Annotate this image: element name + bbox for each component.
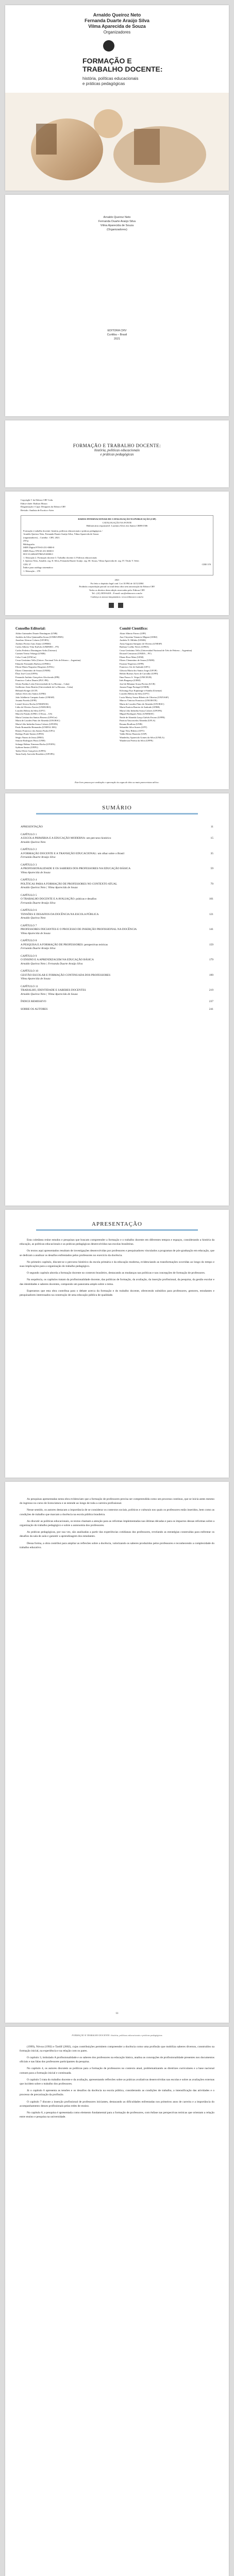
toc-entry[interactable]	[21, 943, 213, 947]
toc-spacer	[5, 951, 229, 955]
council-member: Cesar Gerónimo Tello (Univer .Nacional Três de Febrero – Argentina)	[15, 659, 81, 662]
toc-entry[interactable]	[21, 977, 213, 981]
council-member: Eduardo Fernandes Barbosa (UFMG)	[15, 662, 51, 665]
toc-entry[interactable]	[21, 962, 213, 967]
committee-member: Lourdes Helena da Silva (UFV)	[120, 692, 149, 695]
toc-spacer	[5, 996, 229, 1000]
toc-entry-page	[205, 833, 213, 837]
committee-member: Maria Lília Imbiriba Sousa Colares (UFOPA)	[120, 709, 162, 712]
toc-spacer	[5, 822, 229, 825]
committee-member: Anna Augusta Sampaio de Oliveira (UNESP)	[120, 642, 162, 645]
cover-author-2: Fernanda Duarte Araújo Silva	[85, 18, 149, 23]
paragraph: O segundo capítulo aborda a formação docente no contexto brasileiro, destacando as mudanças nas políticas e nas concepções de formação de professores.	[27, 1272, 206, 1275]
toc-entry-page: 241	[209, 1007, 213, 1011]
toc-rule	[36, 813, 198, 815]
toc-entry-title: CAPÍTULO 1	[21, 833, 37, 836]
toc-spacer	[5, 981, 229, 985]
toc-entry-page	[205, 970, 213, 974]
paragraph: No capítulo 4, os autores discutem as políticas para a formação de professores no contexto atual, problematizando as diretrizes curriculares e a base nacional comum para a formação inicial e continuada.	[20, 2067, 214, 2075]
toc-spacer	[5, 829, 229, 833]
council-member: Andréia da Silva Quintanilha Sousa (UNIR/UFRN)	[15, 635, 63, 638]
cip-subheading: CATALOGAÇÃO NA FONTE	[102, 521, 132, 524]
cover-illustration	[5, 93, 229, 191]
toc-entry-page	[205, 902, 213, 906]
toc-entry-page: 35	[210, 852, 213, 855]
body-page-b	[5, 2027, 229, 2576]
committee-member: Míguel Rodrigues Netto (UNEMAT)	[120, 713, 154, 715]
presentation-body	[5, 1238, 229, 1297]
cip-cdd: CDD 370	[202, 563, 211, 566]
half-title-publisher: EDITORA CRV	[107, 329, 127, 332]
council-member: Josania Portela (UFPI)	[15, 699, 37, 702]
toc-entry-title: CAPÍTULO 5	[21, 893, 37, 897]
toc-entry-page: 179	[209, 958, 213, 961]
toc-entry[interactable]	[21, 825, 213, 829]
copyright-page	[5, 492, 229, 615]
copyright-text	[5, 492, 229, 610]
half-title-role: (Organizadores)	[107, 228, 127, 231]
cip-librarian: Bibliotecária responsável: Luzenira Alves dos Santos CRB9/1506	[86, 524, 148, 527]
committee-member: Lucia Marisy Souza Ribeiro de Oliveira (UNIVASF)	[120, 696, 169, 699]
toc-entry-title: POLÍTICAS PARA A FORMAÇÃO DE PROFESSORES NO CONTEXTO ATUAL	[21, 882, 118, 886]
presentation-rule	[36, 1229, 198, 1231]
committee-member: Kilwangy Kya Kapitango-a-Samba (Unemat)	[120, 689, 162, 692]
toc-entry-page	[205, 962, 213, 967]
toc-entry-page: 141	[209, 928, 213, 931]
toc-entry-title: Arnaldo Queiroz Neto	[21, 917, 46, 920]
cover-author-3: Vilma Aparecida de Souza	[88, 24, 146, 29]
cip-box	[21, 515, 213, 575]
toc-spacer	[5, 921, 229, 924]
toc-entry-title: ÍNDICE REMISSIVO	[21, 1000, 46, 1003]
council-member: Carmen Tereza Velanga (UNIR)	[15, 652, 45, 655]
page-number: 11	[115, 2012, 119, 2015]
council-member: Sérgio Nunes de Jesus (IFRO)	[15, 736, 44, 739]
cover-subtitle-line1: história, políticas educacionais	[82, 76, 139, 81]
running-header: FORMAÇÃO E TRABALHO DOCENTE: história, políticas educacionais e práticas pedagógicas	[72, 2034, 162, 2037]
cip-line: Arnaldo Queiroz Neto, Fernanda Duarte Araújo Silva, Vilma Aparecida de Souza	[23, 533, 99, 535]
committee-member: Fauston Negreiros (UFPI)	[120, 662, 144, 665]
app-store-icon	[109, 603, 114, 608]
toc-entry[interactable]	[21, 837, 213, 841]
committee-member: Wanderson Pereira da Silva (UFPE)	[120, 739, 153, 742]
title-page-subtitle: história, políticas educacionais	[94, 448, 140, 452]
cover-page	[5, 5, 229, 191]
editorial-council	[15, 626, 114, 756]
paragraph: No capítulo 8, a pesquisa é apresentada como elemento fundamental para a formação de professores, com ênfase nas perspectivas teóricas que orientam a relação entre ensino e pesquisa na universidade.	[20, 2111, 214, 2119]
toc-entry-title: O TRABALHO DOCENTE E A AVALIAÇÃO: práticas e desafios	[21, 897, 97, 901]
committee-member: Sebastião Silva Soares (UFT)	[120, 726, 147, 728]
council-member: Jailson Alves dos Santos (UFRJ)	[15, 692, 46, 695]
copyright-line: Diagramação e Capa: Designers da Editora CRV	[21, 505, 66, 508]
paragraph: Dessa forma, a obra contribui para ampliar as reflexões sobre a docência, valorizando os saberes produzidos pelos professores e reconhecendo a complexidade do trabalho educativo.	[20, 1541, 214, 1549]
toc-spacer	[5, 844, 229, 848]
toc-entry-page	[205, 917, 213, 921]
paragraph: No primeiro capítulo, discute-se o percurso histórico da escola primária e da educação moderna, evidenciando as transformações ocorridas ao longo do tempo e suas implicações para a organização do trabalho pedagógico.	[20, 1260, 214, 1268]
paragraph: Esta coletânea reúne estudos e pesquisas que buscam compreender a formação e o trabalho docente em diferentes tempos e espaços, considerando a história da educação, as políticas educacionais e as práticas pedagógicas desenvolvidas nas escolas brasileiras.	[20, 1239, 214, 1246]
paragraph: As práticas pedagógicas, por sua vez, são analisadas a partir das experiências cotidianas dos professores, revelando as estratégias construídas para enfrentar os desafios da sala de aula e garantir a aprendizagem dos estudantes.	[20, 1531, 214, 1538]
cover-background	[5, 5, 229, 191]
toc-entry-title: A PROFISSIONALIDADE E OS SABERES DOS PROFESSORES NA EDUCAÇÃO BÁSICA	[21, 867, 131, 870]
cover-subtitle-line2: e práticas pedagógicas	[82, 81, 125, 86]
paragraph: Já o capítulo 6 apresenta as tensões e os desafios da docência na escola pública, considerando as condições de trabalho, a intensificação das atividades e o processo de precarização da profissão.	[20, 2089, 214, 2097]
toc-entry[interactable]	[21, 852, 213, 856]
council-member: Élsio José Corá (UFFS)	[15, 672, 38, 675]
copyright-line: Todos os direitos desta edição reservados pela: Editora CRV	[89, 588, 145, 591]
copyright-line: Proibida a reprodução parcial ou total desta obra sem autorização da Editora CRV	[79, 585, 155, 588]
committee-member: Ana Chrystina Venancio Mignot (UERJ)	[120, 635, 158, 638]
committee-member: Cesar Gerónimo Tello (Universidad Nacional de Três de Febrero – Argentina)	[120, 649, 192, 652]
committee-member: José de Ribamar Sousa Pereira (UCB)	[120, 682, 155, 685]
half-title-name-3: Vilma Aparecida de Souza	[100, 224, 134, 227]
toc-entry-title: Fernanda Duarte Araújo Silva	[21, 901, 56, 905]
cip-line: Formação e trabalho docente: história, políticas educacionais e práticas pedagógicas /	[23, 529, 103, 532]
toc-list	[5, 822, 229, 1011]
paragraph: Na sequência, os capítulos tratam da profissionalidade docente, das políticas de formação, da avaliação, da inserção profissional, da pesquisa, da gestão escolar e das identidades e saberes docentes, compondo um panorama amplo sobre o tema.	[20, 1278, 214, 1286]
council-member: Renato Francisco dos Santos Paula (UFG)	[15, 729, 55, 732]
council-member: Anselmo Alencar Colares (UFOPA)	[15, 639, 49, 641]
toc-spacer	[5, 936, 229, 939]
paragraph: (1999), Nóvoa (1992) e Tardif (2002), cujas contribuições permitem compreender a docência como uma profissão que mobiliza saberes diversos, construídos na formação inicial, na experiência e na relação com os pares.	[20, 2045, 214, 2053]
toc-entry-title: Arnaldo Queiroz Neto | Fernanda Duarte Araújo Silva	[21, 962, 83, 965]
editorial-council-title: Conselho Editorial:	[15, 626, 46, 631]
title-page	[5, 420, 229, 487]
paragraph: Nesse sentido, os autores destacam a importância de se considerar os contextos sociais, políticos e culturais nos quais os professores estão inseridos, bem como as condições de trabalho que marcam a docência na escola pública brasileira.	[20, 1509, 214, 1516]
council-member: Lourdes Helena da Silva (UFV)	[15, 709, 45, 712]
council-member: João Adalberto Campato Junior (UNESP)	[15, 696, 55, 699]
committee-member: Barbara Coelho Neves (UFBA)	[120, 646, 149, 648]
cip-isbn-fisico: ISBN Físico 978-65-251-0000-0	[23, 549, 54, 552]
council-member: Antônio Pereira Gaio Júnior (UFRRJ)	[15, 642, 51, 645]
toc-entry-title: PROFESSORES INICIANTES E O PROCESSO DE INSERÇÃO PROFISSIONAL NA DOCÊNCIA	[21, 928, 137, 931]
councils-page	[5, 619, 229, 789]
toc-entry-title: Vilma Aparecida de Souza	[21, 871, 51, 874]
toc-entry[interactable]	[21, 974, 213, 978]
toc-entry-title: SOBRE OS AUTORES	[21, 1007, 48, 1011]
toc-entry[interactable]	[21, 913, 213, 917]
cip-line: I. Queiroz Neto, Arnaldo. org. II. Silva, Fernanda Duarte Araújo. org. III. Souza, Vilma Aparecida de. org. IV. Título V. Série.	[23, 560, 140, 562]
scientific-committee-list	[120, 632, 219, 743]
toc-entry[interactable]	[21, 902, 213, 906]
toc-entry-page: 101	[209, 897, 213, 901]
paragraph: O capítulo 3, intitulado A profissionalidade e os saberes dos professores na educação básica, analisa as concepções de profissionalidade presentes nos documentos oficiais e nas falas dos professores participantes da pesquisa.	[20, 2056, 214, 2064]
toc-entry[interactable]	[21, 947, 213, 951]
editorial-council-list	[15, 632, 114, 756]
committee-member: Neide de Almeida Lança Galvão Favaro (UFPR)	[120, 716, 165, 719]
cip-heading: DADOS INTERNACIONAIS DE CATALOGAÇÃO NA PUBLICAÇÃO (CIP)	[78, 518, 156, 520]
committee-member: Maria de Lourdes Pinto de Almeida (UNOESC)	[120, 702, 164, 705]
committee-member: Gláucia Maria dos Santos Jorge (UFOP)	[120, 669, 157, 672]
cover-subtitle	[82, 76, 139, 87]
council-member: Tania Suely Azevedo Brasileiro (UFOPA)	[15, 753, 55, 755]
toc-entry[interactable]	[21, 958, 213, 962]
paragraph: O capítulo 7 discute a inserção profissional de professores iniciantes, destacando as dificuldades enfrentadas nos primeiros anos de carreira e a importância do acompanhamento desses profissionais pelas redes de ensino.	[20, 2100, 214, 2108]
toc-entry-page	[205, 871, 213, 875]
toc-entry-title: APRESENTAÇÃO	[21, 825, 43, 828]
council-member: Rodrigo Pratte-Santos (UFES)	[15, 733, 44, 735]
toc-entry-page: 15	[210, 837, 213, 840]
toc-entry-page: 79	[210, 882, 213, 886]
toc-spacer	[5, 905, 229, 909]
toc-entry-title: Vilma Aparecida de Souza	[21, 977, 51, 980]
scientific-committee-title: Comitê Científico:	[120, 626, 148, 631]
cover-role: Organizadores	[103, 30, 131, 35]
committee-member: Jussara Fraga Portugal (UNEB)	[120, 686, 149, 688]
committee-member: Andréia N. Militão (UEMS)	[120, 639, 146, 641]
committee-member: Valdir Heitor Barzotto (USP)	[120, 733, 147, 735]
toc-entry-page	[205, 856, 213, 860]
committee-member: Wanderley Aparecido Gomes da Silva (UNILA)	[120, 736, 164, 739]
toc-entry[interactable]	[21, 928, 213, 932]
toc-entry-page: 199	[209, 973, 213, 977]
title-block	[5, 420, 229, 456]
council-member: Lídia de Oliveira Xavier (UNIEURO)	[15, 706, 51, 708]
cip-line: (organizadores) – Curitiba : CRV, 2021.	[23, 536, 60, 539]
cip-line: 250 p.	[23, 539, 29, 542]
council-member: Carlos Federico Dominguez Avila (Unieuro)	[15, 649, 57, 652]
toc-entry[interactable]	[21, 856, 213, 860]
toc-entry-page	[205, 932, 213, 936]
committee-member: Diosnel Centurion (UNIDA – PY)	[120, 652, 152, 655]
toc-entry[interactable]	[21, 1008, 213, 1012]
council-member: Carlos Alberto Vilar Estêvão (UMINHO – PT)	[15, 646, 59, 648]
toc-spacer	[5, 1004, 229, 1008]
toc-entry[interactable]	[21, 863, 213, 868]
toc-entry-page	[205, 841, 213, 845]
toc-entry[interactable]	[21, 1000, 213, 1004]
cover-author-1: Arnaldo Queiroz Neto	[93, 12, 141, 18]
toc-entry-page	[205, 947, 213, 951]
half-title-name-1: Arnaldo Queiroz Neto	[103, 216, 131, 219]
toc-entry-title: A ESCOLA PRIMÁRIA E A EDUCAÇÃO MODERNA: um percurso histórico	[21, 837, 111, 840]
toc-entry-page: 59	[210, 867, 213, 870]
toc-entry[interactable]	[21, 932, 213, 936]
committee-member: Altair Alberto Fávero (UPF)	[120, 632, 146, 635]
toc-entry-title: CAPÍTULO 11	[21, 985, 38, 988]
councils-columns	[5, 619, 229, 756]
toc-entry-page	[205, 955, 213, 959]
council-member: Elizeu Clementino de Souza (UNEB)	[15, 669, 51, 672]
council-member: Sydione Santos (UEPG)	[15, 746, 38, 749]
toc-entry-title: CAPÍTULO 3	[21, 863, 37, 867]
toc-entry-page: 121	[209, 912, 213, 916]
cover-logo	[103, 40, 114, 52]
cip-cdu: CDU 37	[23, 563, 31, 566]
council-member: Celso Conti (UFSCar)	[15, 655, 37, 658]
toc-entry-page	[205, 848, 213, 852]
paragraph: As pesquisas apresentadas nesta obra evidenciam que a formação de professores precisa ser compreendida como um processo contínuo, que se inicia antes mesmo do ingresso no curso de licenciatura e se estende ao longo de toda a carreira profissional.	[20, 1498, 214, 1505]
toc-entry[interactable]	[21, 970, 213, 974]
half-title-names	[5, 195, 229, 232]
toc-spacer	[5, 860, 229, 863]
council-member: Elione Maria Nogueira Diogenes (UFAL)	[15, 666, 55, 668]
cover-title-line1: FORMAÇÃO E	[82, 57, 132, 65]
paragraph: Esperamos que esta obra contribua para o debate acerca da formação e do trabalho docente, oferecendo subsídios para professores, gestores, estudantes e pesquisadores interessados na construção de uma educação pública de qualidade.	[20, 1289, 214, 1297]
toc-entry-page	[205, 993, 213, 997]
council-member: Solange Helena Ximenes-Rocha (UFOPA)	[15, 742, 55, 745]
toc-entry-title: CAPÍTULO 8	[21, 939, 37, 942]
body-page-a-text	[5, 1482, 229, 1550]
toc-entry-title: CAPÍTULO 10	[21, 970, 39, 973]
toc-entry-title: GESTÃO ESCOLAR E FORMAÇÃO CONTINUADA DOS PROFESSORES	[21, 973, 111, 977]
toc-entry-page	[205, 894, 213, 898]
toc-entry-page	[205, 863, 213, 868]
title-page-subtitle-2: e práticas pedagógicas	[100, 452, 134, 456]
presentation-page	[5, 1210, 229, 1478]
toc-entry-title: O ENSINO E A APRENDIZAGEM NA EDUCAÇÃO BÁSICA	[21, 958, 94, 961]
half-title-publisher-block	[5, 329, 229, 341]
toc-entry-title: Arnaldo Queiroz Neto	[21, 840, 46, 844]
toc-entry-page: 237	[209, 1000, 213, 1003]
title-page-title: FORMAÇÃO E TRABALHO DOCENTE:	[73, 443, 161, 448]
half-title-name-2: Fernanda Duarte Araújo Silva	[98, 220, 136, 223]
toc-entry[interactable]	[21, 894, 213, 898]
councils-footnote: Este livro passou por avaliação e aprovação às cegas de dois ou mais pareceristas ad hoc.	[75, 781, 159, 784]
toc-entry-page: 11	[210, 825, 213, 828]
toc-entry[interactable]	[21, 867, 213, 871]
committee-member: Francisco Ari de Andrade (UFC)	[120, 666, 150, 668]
cover-title-line2: TRABALHO DOCENTE:	[82, 65, 163, 73]
half-title-page	[5, 195, 229, 416]
toc-entry[interactable]	[21, 871, 213, 875]
council-member: Maria Cristina dos Santos Bezerra (UFSCar)	[15, 716, 57, 719]
council-member: Maria Lília Imbiriba Sousa Colares (UFOPA)	[15, 722, 58, 725]
toc-entry-title: CAPÍTULO 2	[21, 848, 37, 851]
toc-entry-title: TENSÕES E DESAFIOS DA DOCÊNCIA NA ESCOLA PÚBLICA	[21, 912, 99, 916]
copyright-line: Conheça os nossos lançamentos: www.editoracrv.com.br	[90, 595, 144, 598]
cip-line: Bibliografia	[23, 543, 35, 546]
toc-entry[interactable]	[21, 989, 213, 993]
council-member: Tadeu Oliver Gonçalves (UFPA)	[15, 749, 46, 752]
toc-entry[interactable]	[21, 939, 213, 943]
toc-entry-page	[205, 878, 213, 883]
cip-line: 1. Educação 2. Formação docente 3. Trabalho docente 4. Políticas educacionais	[23, 556, 97, 559]
committee-member: Tiago Nery Ribeiro (UFV)	[120, 729, 145, 732]
body-page-a	[5, 1482, 229, 2023]
crv-logo-icon	[103, 40, 114, 52]
paragraph: Ao discutir as políticas educacionais, os textos chamam a atenção para as reformas implementadas nas últimas décadas e para os impactos dessas reformas sobre a organização do trabalho pedagógico e sobre a autonomia dos professores.	[20, 1519, 214, 1528]
toc-entry-title: Fernanda Duarte Araújo Silva	[21, 856, 56, 859]
cip-index-line: 1. Educação – 370	[23, 569, 41, 572]
toc-entry[interactable]	[21, 878, 213, 883]
half-title-year: 2021	[113, 337, 121, 341]
council-member: Leonel Severo Rocha (UNISINOS)	[15, 702, 48, 705]
toc-entry-title: A FORMAÇÃO DOCENTE E A TRANSIÇÃO EDUCACIONAL: um olhar sobre o Brasil	[21, 852, 125, 855]
toc-entry-page	[205, 924, 213, 928]
toc-entry-title: Arnaldo Queiroz Neto | Vilma Aparecida de Souza	[21, 886, 78, 889]
toc-page	[5, 793, 229, 1206]
toc-entry-title: CAPÍTULO 6	[21, 909, 37, 912]
council-member: Maria de Lourdes Pinto de Almeida (UNOESC)	[15, 719, 60, 722]
toc-entry[interactable]	[21, 841, 213, 845]
toc-entry[interactable]	[21, 833, 213, 837]
cover-authors	[5, 5, 229, 35]
council-member: Helmuth Krüger (UCP)	[15, 689, 38, 692]
half-title-city: Curitiba – Brasil	[107, 333, 127, 336]
copyright-year: 2021	[114, 579, 120, 581]
committee-member: Eliane Rose Maio (UEM)	[120, 655, 144, 658]
committee-member: Inês Bragança (UERJ)	[120, 679, 141, 682]
toc-spacer	[5, 966, 229, 970]
toc-entry[interactable]	[21, 909, 213, 913]
cip-isbn-digital: ISBN Digital 978-65-251-0000-0	[23, 546, 55, 549]
body-page-b-text	[5, 2038, 229, 2120]
committee-member: Rosana Boullosa (UNB)	[120, 722, 142, 725]
paragraph: Os textos aqui apresentados resultam de investigações desenvolvidas por professores e pesquisadores vinculados a programas de pós-graduação em educação, que se dedicam a analisar os desafios enfrentados pelos professores no exercício da docência.	[20, 1249, 214, 1257]
toc-entry[interactable]	[21, 917, 213, 921]
committee-member: Marcos Vinicius Francisco (UNOESTE)	[120, 699, 157, 702]
council-member: Marcelo Paixão (UFRJ e UTexas – US)	[15, 713, 53, 715]
council-member: Paulo Romualdo Hernandes (UNIFAL-MG)	[15, 726, 57, 728]
copyright-line: Foi feito o depósito legal conf. Lei 10.994 de 14/12/2004	[90, 582, 144, 585]
copyright-line: Tel.: (41) 3039-6418 – E-mail: sac@editoracrv.com.br	[91, 592, 142, 595]
toc-entry[interactable]	[21, 883, 213, 887]
presentation-title: APRESENTAÇÃO	[92, 1221, 142, 1227]
toc-entry-title: Vilma Aparecida de Souza	[21, 931, 51, 935]
toc-entry[interactable]	[21, 848, 213, 852]
scientific-committee	[120, 626, 219, 756]
toc-entry[interactable]	[21, 924, 213, 928]
toc-entry-page	[205, 985, 213, 989]
committee-member: Patrícia Vasconcelos Almeida (UFLA)	[120, 719, 156, 722]
committee-member: Elizeu Clementino de Souza (UNEB)	[120, 659, 155, 662]
committee-member: Ilma Passos A. Veiga (UNICEUB)	[120, 675, 152, 679]
cip-index-title: Índice para catálogo sistemático	[23, 566, 53, 569]
toc-entry[interactable]	[21, 955, 213, 959]
council-member: Aldira Guimarães Duarte Domínguez (UNB)	[15, 632, 58, 635]
cip-doi: DOI 10.24824/978652510000.0	[23, 553, 53, 555]
toc-entry[interactable]	[21, 897, 213, 902]
store-badges	[21, 601, 213, 610]
committee-member: Helder Buenos Aires de Carvalho (UFPI)	[120, 672, 158, 675]
toc-title: SUMÁRIO	[102, 805, 132, 811]
paragraph: O capítulo 5 trata do trabalho docente e da avaliação, apresentando reflexões sobre as práticas avaliativas desenvolvidas nas escolas e sobre as avaliações externas que incidem sobre o trabalho dos professores.	[20, 2078, 214, 2086]
toc-spacer	[5, 875, 229, 878]
council-member: Guillermo Arias Beatón (Universidade de La Havana – Cuba)	[15, 686, 73, 688]
copyright-line: Copyright © da Editora CRV Ltda.	[21, 499, 53, 501]
toc-entry-title: Arnaldo Queiroz Neto | Vilma Aparecida de Souza	[21, 992, 78, 996]
toc-entry-title: Fernanda Duarte Araújo Silva	[21, 947, 56, 950]
council-member: Fernando Antônio Gonçalves Alcoforado (IPB)	[15, 675, 60, 679]
copyright-line: Editor-chefe: Railson Moura	[21, 502, 47, 505]
toc-entry-page	[205, 886, 213, 890]
toc-entry-title: TRABALHO, IDENTIDADE E SABERES DOCENTES	[21, 989, 86, 992]
toc-entry[interactable]	[21, 886, 213, 890]
toc-spacer	[5, 890, 229, 894]
cover-title	[82, 57, 163, 73]
toc-entry-page: 219	[209, 989, 213, 992]
committee-member: Maria Eurácia Barreto de Andrade (UFRB)	[120, 706, 160, 708]
council-member: Simone Rodrigues Pinto (UNB)	[15, 739, 45, 742]
google-play-icon	[118, 603, 123, 608]
toc-entry-page: 159	[209, 943, 213, 946]
toc-entry-page	[205, 909, 213, 913]
copyright-line: Revisão: Analista de Escrita e Artes	[21, 509, 54, 512]
council-member: Francisco Carlos Duarte (PUC-PR)	[15, 679, 48, 682]
toc-entry-title: CAPÍTULO 9	[21, 954, 37, 958]
toc-entry-title: A PESQUISA E A FORMAÇÃO DE PROFESSORES: perspectivas teóricas	[21, 943, 108, 946]
council-member: Gloria Fariñas León (Universidade de La Havana – Cuba)	[15, 682, 70, 685]
toc-entry-page	[205, 977, 213, 981]
toc-entry[interactable]	[21, 985, 213, 989]
toc-entry-page	[205, 939, 213, 943]
toc-entry-title: CAPÍTULO 4	[21, 878, 37, 882]
toc-entry-title: CAPÍTULO 7	[21, 924, 37, 927]
toc-entry[interactable]	[21, 993, 213, 997]
